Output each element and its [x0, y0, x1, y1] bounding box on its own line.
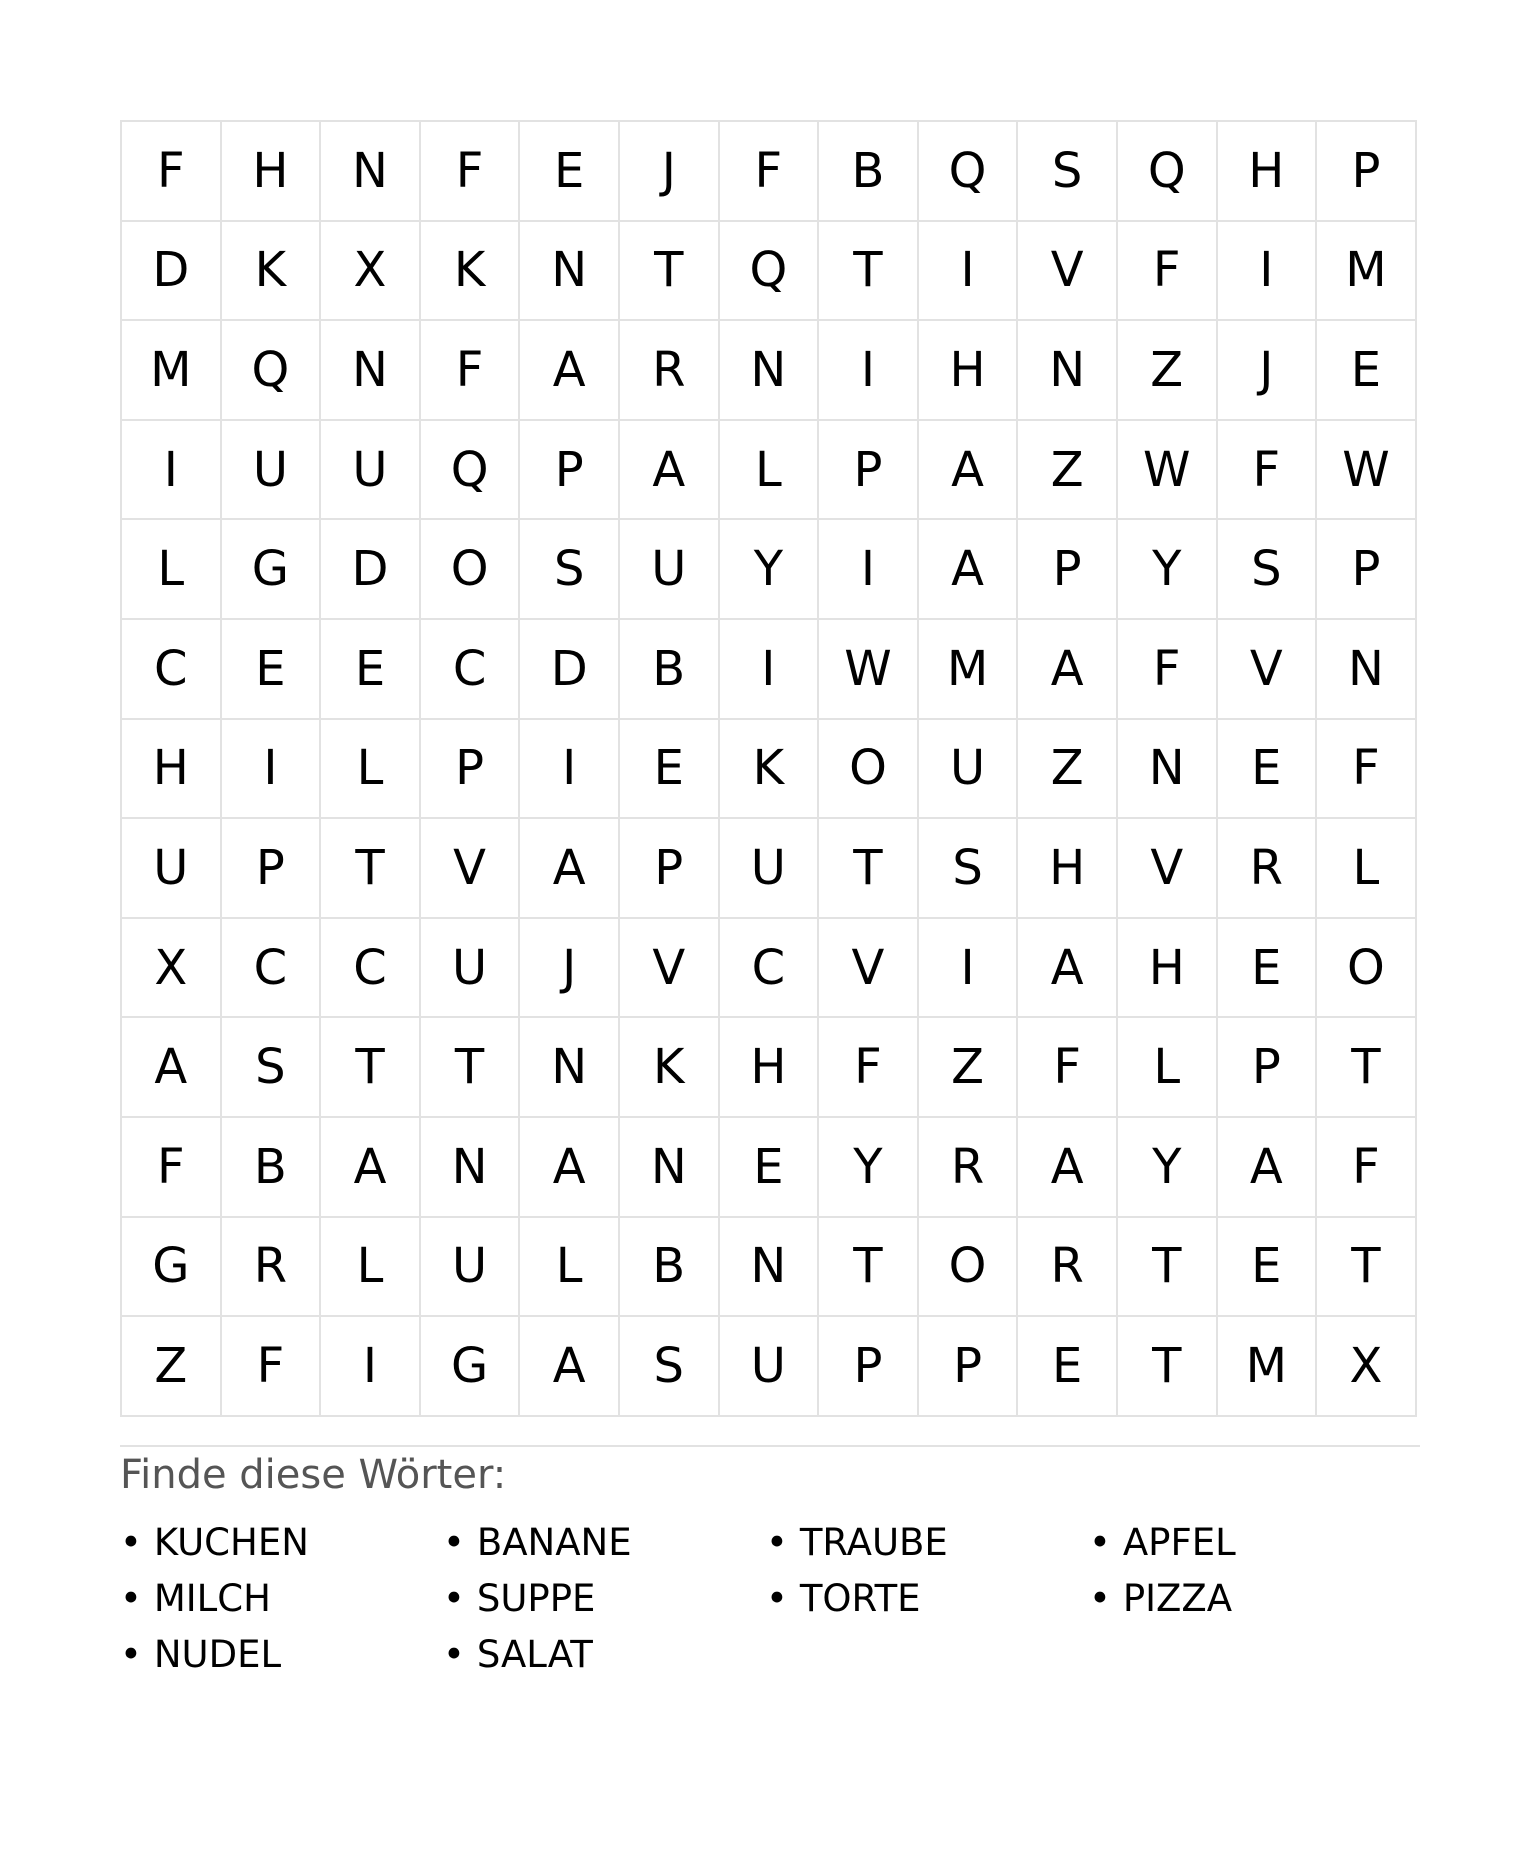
grid-cell[interactable]: R: [1018, 1218, 1118, 1318]
bullet-icon: •: [120, 1577, 142, 1621]
grid-cell[interactable]: C: [321, 919, 421, 1019]
grid-cell[interactable]: P: [819, 421, 919, 521]
grid-cell[interactable]: N: [1118, 720, 1218, 820]
word-list-item: [766, 1571, 1089, 1627]
grid-cell[interactable]: A: [919, 520, 1019, 620]
grid-cell[interactable]: H: [1218, 122, 1318, 222]
grid-cell[interactable]: R: [1218, 819, 1318, 919]
grid-cell[interactable]: W: [1118, 421, 1218, 521]
grid-cell[interactable]: C: [720, 919, 820, 1019]
grid-cell[interactable]: I: [720, 620, 820, 720]
grid-cell[interactable]: L: [321, 1218, 421, 1318]
grid-cell[interactable]: E: [1317, 321, 1417, 421]
grid-cell[interactable]: P: [1218, 1018, 1318, 1118]
word-label: APFEL: [1122, 1521, 1236, 1565]
grid-cell[interactable]: O: [421, 520, 521, 620]
grid-cell[interactable]: Z: [1018, 421, 1118, 521]
grid-cell[interactable]: P: [222, 819, 322, 919]
grid-cell[interactable]: T: [819, 819, 919, 919]
word-list-item: [1089, 1515, 1412, 1571]
grid-cell[interactable]: N: [520, 1018, 620, 1118]
grid-cell[interactable]: H: [122, 720, 222, 820]
grid-cell[interactable]: T: [1118, 1218, 1218, 1318]
grid-cell[interactable]: P: [520, 421, 620, 521]
grid-cell[interactable]: U: [620, 520, 720, 620]
grid-cell[interactable]: F: [421, 321, 521, 421]
grid-cell[interactable]: T: [321, 1018, 421, 1118]
word-search-puzzle: [120, 120, 1420, 1683]
bullet-icon: •: [766, 1521, 788, 1565]
grid-cell[interactable]: A: [122, 1018, 222, 1118]
word-label: SALAT: [476, 1633, 593, 1677]
grid-cell[interactable]: E: [321, 620, 421, 720]
word-list-item: [443, 1515, 766, 1571]
grid-cell[interactable]: T: [819, 222, 919, 322]
grid-cell[interactable]: P: [421, 720, 521, 820]
grid-cell[interactable]: P: [620, 819, 720, 919]
grid-cell[interactable]: A: [520, 1118, 620, 1218]
grid-cell[interactable]: Y: [720, 520, 820, 620]
grid-cell[interactable]: N: [720, 1218, 820, 1318]
grid-cell[interactable]: N: [1317, 620, 1417, 720]
grid-cell[interactable]: A: [1218, 1118, 1318, 1218]
grid-cell[interactable]: V: [421, 819, 521, 919]
grid-cell[interactable]: P: [919, 1317, 1019, 1417]
word-label: PIZZA: [1122, 1577, 1233, 1621]
bullet-icon: •: [120, 1633, 142, 1677]
grid-cell[interactable]: A: [1018, 620, 1118, 720]
grid-cell[interactable]: I: [222, 720, 322, 820]
grid-cell[interactable]: F: [720, 122, 820, 222]
grid-cell[interactable]: K: [421, 222, 521, 322]
letter-grid: [120, 120, 1417, 1417]
word-label: NUDEL: [153, 1633, 282, 1677]
grid-cell[interactable]: T: [421, 1018, 521, 1118]
grid-cell[interactable]: W: [819, 620, 919, 720]
grid-cell[interactable]: U: [720, 819, 820, 919]
grid-cell[interactable]: P: [1317, 520, 1417, 620]
grid-cell[interactable]: D: [520, 620, 620, 720]
grid-cell[interactable]: X: [122, 919, 222, 1019]
grid-cell[interactable]: P: [1018, 520, 1118, 620]
word-label: KUCHEN: [153, 1521, 309, 1565]
word-list-item: [120, 1571, 443, 1627]
grid-cell[interactable]: N: [520, 222, 620, 322]
grid-cell[interactable]: R: [919, 1118, 1019, 1218]
word-label: MILCH: [153, 1577, 271, 1621]
grid-cell[interactable]: W: [1317, 421, 1417, 521]
grid-cell[interactable]: J: [520, 919, 620, 1019]
grid-cell[interactable]: C: [122, 620, 222, 720]
grid-cell[interactable]: I: [919, 222, 1019, 322]
grid-cell[interactable]: L: [1118, 1018, 1218, 1118]
grid-cell[interactable]: A: [1018, 1118, 1118, 1218]
grid-cell[interactable]: H: [222, 122, 322, 222]
grid-cell[interactable]: M: [919, 620, 1019, 720]
grid-cell[interactable]: T: [1317, 1218, 1417, 1318]
grid-cell[interactable]: E: [1018, 1317, 1118, 1417]
grid-cell[interactable]: N: [421, 1118, 521, 1218]
grid-cell[interactable]: M: [1218, 1317, 1318, 1417]
grid-cell[interactable]: U: [421, 919, 521, 1019]
grid-cell[interactable]: T: [321, 819, 421, 919]
grid-cell[interactable]: O: [919, 1218, 1019, 1318]
grid-cell[interactable]: V: [1118, 819, 1218, 919]
grid-cell[interactable]: A: [321, 1118, 421, 1218]
grid-cell[interactable]: L: [321, 720, 421, 820]
grid-cell[interactable]: G: [421, 1317, 521, 1417]
grid-cell[interactable]: F: [1018, 1018, 1118, 1118]
grid-cell[interactable]: Y: [1118, 1118, 1218, 1218]
grid-cell[interactable]: F: [222, 1317, 322, 1417]
grid-cell[interactable]: T: [819, 1218, 919, 1318]
grid-cell[interactable]: K: [222, 222, 322, 322]
grid-cell[interactable]: U: [421, 1218, 521, 1318]
grid-cell[interactable]: I: [520, 720, 620, 820]
grid-cell[interactable]: A: [520, 819, 620, 919]
grid-cell[interactable]: R: [222, 1218, 322, 1318]
grid-cell[interactable]: F: [421, 122, 521, 222]
word-label: SUPPE: [476, 1577, 596, 1621]
grid-cell[interactable]: N: [1018, 321, 1118, 421]
word-label: TRAUBE: [799, 1521, 948, 1565]
grid-cell[interactable]: F: [122, 1118, 222, 1218]
word-list-item: [443, 1571, 766, 1627]
grid-cell[interactable]: K: [720, 720, 820, 820]
grid-cell[interactable]: I: [321, 1317, 421, 1417]
grid-cell[interactable]: I: [919, 919, 1019, 1019]
bullet-icon: •: [120, 1521, 142, 1565]
grid-cell[interactable]: N: [321, 321, 421, 421]
bullet-icon: •: [443, 1633, 465, 1677]
grid-cell[interactable]: U: [222, 421, 322, 521]
grid-cell[interactable]: G: [122, 1218, 222, 1318]
grid-cell[interactable]: S: [1018, 122, 1118, 222]
grid-cell[interactable]: V: [819, 919, 919, 1019]
grid-cell[interactable]: D: [321, 520, 421, 620]
grid-cell[interactable]: A: [520, 321, 620, 421]
divider: [120, 1445, 1420, 1447]
grid-cell[interactable]: O: [1317, 919, 1417, 1019]
grid-cell[interactable]: S: [919, 819, 1019, 919]
word-label: TORTE: [799, 1577, 921, 1621]
grid-cell[interactable]: Q: [222, 321, 322, 421]
grid-cell[interactable]: Q: [919, 122, 1019, 222]
grid-cell[interactable]: B: [620, 620, 720, 720]
grid-cell[interactable]: T: [1317, 1018, 1417, 1118]
grid-cell[interactable]: F: [122, 122, 222, 222]
bullet-icon: •: [443, 1521, 465, 1565]
grid-cell[interactable]: I: [819, 520, 919, 620]
grid-cell[interactable]: S: [520, 520, 620, 620]
grid-cell[interactable]: E: [520, 122, 620, 222]
grid-cell[interactable]: N: [321, 122, 421, 222]
grid-cell[interactable]: I: [819, 321, 919, 421]
word-list-item: [120, 1515, 443, 1571]
grid-cell[interactable]: S: [620, 1317, 720, 1417]
grid-cell[interactable]: N: [620, 1118, 720, 1218]
grid-cell[interactable]: E: [620, 720, 720, 820]
grid-cell[interactable]: N: [720, 321, 820, 421]
grid-cell[interactable]: I: [1218, 222, 1318, 322]
grid-cell[interactable]: V: [1218, 620, 1318, 720]
grid-cell[interactable]: B: [819, 122, 919, 222]
grid-cell[interactable]: Z: [919, 1018, 1019, 1118]
grid-cell[interactable]: C: [222, 919, 322, 1019]
grid-cell[interactable]: E: [1218, 1218, 1318, 1318]
grid-cell[interactable]: S: [222, 1018, 322, 1118]
grid-cell[interactable]: M: [1317, 222, 1417, 322]
grid-cell[interactable]: T: [1118, 1317, 1218, 1417]
grid-cell[interactable]: F: [1317, 1118, 1417, 1218]
grid-cell[interactable]: L: [520, 1218, 620, 1318]
grid-cell[interactable]: F: [1118, 222, 1218, 322]
bullet-icon: •: [766, 1577, 788, 1621]
grid-cell[interactable]: X: [321, 222, 421, 322]
word-list-item: [1089, 1571, 1412, 1627]
grid-cell[interactable]: E: [720, 1118, 820, 1218]
word-list-item: [443, 1627, 766, 1683]
word-list-item: [766, 1515, 1089, 1571]
grid-cell[interactable]: O: [819, 720, 919, 820]
grid-cell[interactable]: H: [919, 321, 1019, 421]
grid-cell[interactable]: L: [720, 421, 820, 521]
grid-cell[interactable]: D: [122, 222, 222, 322]
grid-cell[interactable]: E: [1218, 720, 1318, 820]
grid-cell[interactable]: Z: [1018, 720, 1118, 820]
grid-cell[interactable]: R: [620, 321, 720, 421]
grid-cell[interactable]: Z: [1118, 321, 1218, 421]
grid-cell[interactable]: H: [1118, 919, 1218, 1019]
grid-cell[interactable]: F: [1118, 620, 1218, 720]
grid-cell[interactable]: U: [122, 819, 222, 919]
grid-cell[interactable]: U: [720, 1317, 820, 1417]
grid-cell[interactable]: F: [1317, 720, 1417, 820]
grid-cell[interactable]: F: [1218, 421, 1318, 521]
bullet-icon: •: [1089, 1521, 1111, 1565]
grid-cell[interactable]: V: [620, 919, 720, 1019]
grid-cell[interactable]: A: [520, 1317, 620, 1417]
grid-cell[interactable]: F: [819, 1018, 919, 1118]
bullet-icon: •: [443, 1577, 465, 1621]
grid-cell[interactable]: Y: [1118, 520, 1218, 620]
bullet-icon: •: [1089, 1577, 1111, 1621]
grid-cell[interactable]: P: [1317, 122, 1417, 222]
grid-cell[interactable]: J: [1218, 321, 1318, 421]
grid-cell[interactable]: P: [819, 1317, 919, 1417]
grid-cell[interactable]: M: [122, 321, 222, 421]
grid-cell[interactable]: A: [1018, 919, 1118, 1019]
grid-cell[interactable]: H: [1018, 819, 1118, 919]
grid-cell[interactable]: I: [122, 421, 222, 521]
word-label: BANANE: [476, 1521, 632, 1565]
grid-cell[interactable]: V: [1018, 222, 1118, 322]
grid-cell[interactable]: G: [222, 520, 322, 620]
word-list-item: [120, 1627, 443, 1683]
grid-cell[interactable]: E: [222, 620, 322, 720]
grid-cell[interactable]: Q: [1118, 122, 1218, 222]
grid-cell[interactable]: L: [1317, 819, 1417, 919]
grid-cell[interactable]: L: [122, 520, 222, 620]
grid-cell[interactable]: B: [222, 1118, 322, 1218]
grid-cell[interactable]: Q: [421, 421, 521, 521]
grid-cell[interactable]: Y: [819, 1118, 919, 1218]
grid-cell[interactable]: U: [321, 421, 421, 521]
grid-cell[interactable]: B: [620, 1218, 720, 1318]
grid-cell[interactable]: U: [919, 720, 1019, 820]
grid-cell[interactable]: S: [1218, 520, 1318, 620]
grid-cell[interactable]: E: [1218, 919, 1318, 1019]
grid-cell[interactable]: C: [421, 620, 521, 720]
grid-cell[interactable]: Q: [720, 222, 820, 322]
grid-cell[interactable]: Z: [122, 1317, 222, 1417]
grid-cell[interactable]: T: [620, 222, 720, 322]
grid-cell[interactable]: H: [720, 1018, 820, 1118]
grid-cell[interactable]: J: [620, 122, 720, 222]
grid-cell[interactable]: K: [620, 1018, 720, 1118]
grid-cell[interactable]: A: [620, 421, 720, 521]
grid-cell[interactable]: X: [1317, 1317, 1417, 1417]
grid-cell[interactable]: A: [919, 421, 1019, 521]
instructions-heading: Finde diese Wörter:: [120, 1451, 507, 1498]
word-list: [120, 1515, 1420, 1683]
